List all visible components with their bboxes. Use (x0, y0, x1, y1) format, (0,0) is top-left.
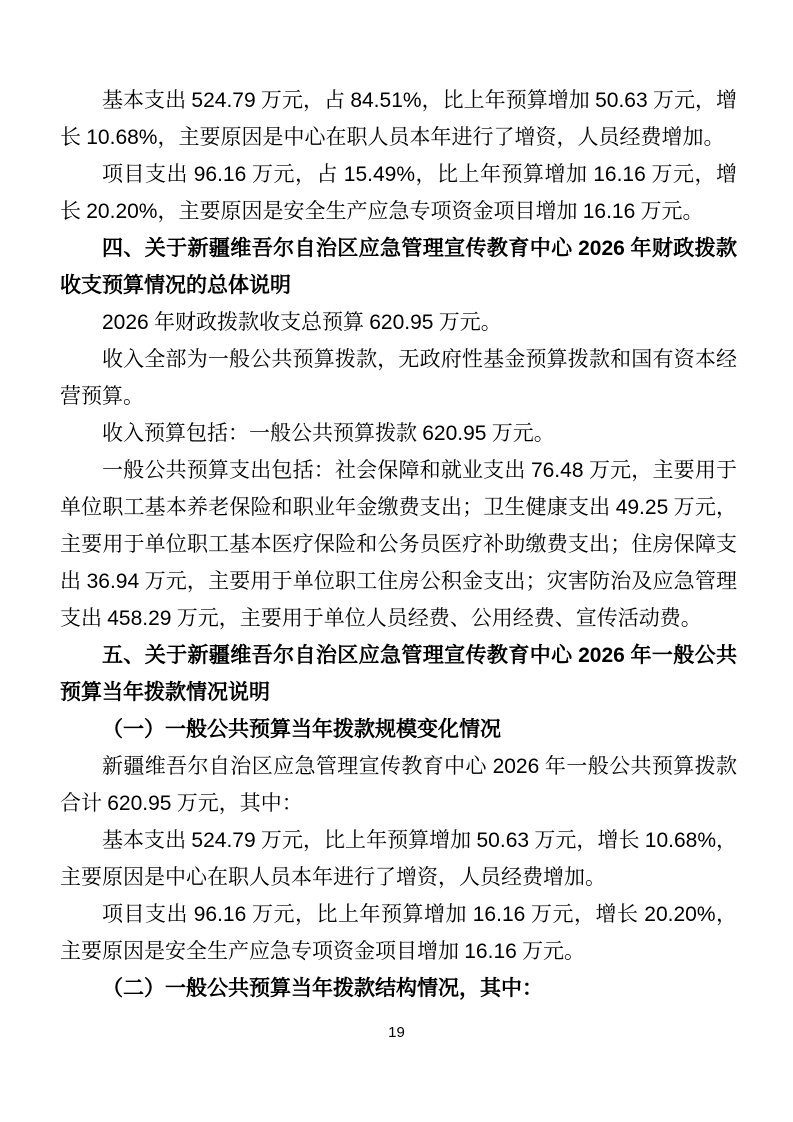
para-income-budget: 收入预算包括：一般公共预算拨款 620.95 万元。 (102, 421, 555, 445)
para-basic-expenditure-overview: 基本支出 524.79 万元，占 84.51%，比上年预算增加 50.63 万元，增长 10.68%，主要原因是中心在职人员本年进行了增资，人员经费增加。 (60, 88, 738, 149)
subheading-structure: （二）一般公共预算当年拨款结构情况，其中： (102, 976, 543, 1000)
para-income-source: 收入全部为一般公共预算拨款，无政府性基金预算拨款和国有资本经营预算。 (60, 347, 737, 408)
para-basic-expenditure-change: 基本支出 524.79 万元，比上年预算增加 50.63 万元，增长 10.68%，主要原因是中心在职人员本年进行了增资，人员经费增加。 (60, 828, 738, 889)
para-expenditure-breakdown: 一般公共预算支出包括：社会保障和就业支出 76.48 万元，主要用于单位职工基本养老保险和职业年金缴费支出；卫生健康支出 49.25 万元，主要用于单位职工基本医疗保险和公务员医疗补助缴费支出；住房保障支出 36.94 万元，主要用于单位职工住房公积金支出；灾害防治及应急管理支出 458.29 万元，主要用于单位人员经费、公用经费、宣传活动费。 (60, 458, 738, 630)
para-total-budget: 2026 年财政拨款收支总预算 620.95 万元。 (102, 310, 502, 334)
page-number: 19 (388, 1024, 405, 1041)
heading-section-4-fiscal-appropriation: 四、关于新疆维吾尔自治区应急管理宣传教育中心 2026 年财政拨款收支预算情况的总体说明 (60, 236, 738, 297)
para-project-expenditure-overview: 项目支出 96.16 万元，占 15.49%，比上年预算增加 16.16 万元，增长 20.20%，主要原因是安全生产应急专项资金项目增加 16.16 万元。 (60, 162, 738, 223)
subheading-scale-change: （一）一般公共预算当年拨款规模变化情况 (102, 717, 501, 741)
heading-section-5-public-budget: 五、关于新疆维吾尔自治区应急管理宣传教育中心 2026 年一般公共预算当年拨款情况说明 (60, 643, 738, 704)
document-body (60, 82, 737, 1007)
para-allocation-total: 新疆维吾尔自治区应急管理宣传教育中心 2026 年一般公共预算拨款合计 620.95 万元，其中： (60, 754, 738, 815)
para-project-expenditure-change: 项目支出 96.16 万元，比上年预算增加 16.16 万元，增长 20.20%，主要原因是安全生产应急专项资金项目增加 16.16 万元。 (60, 902, 738, 963)
